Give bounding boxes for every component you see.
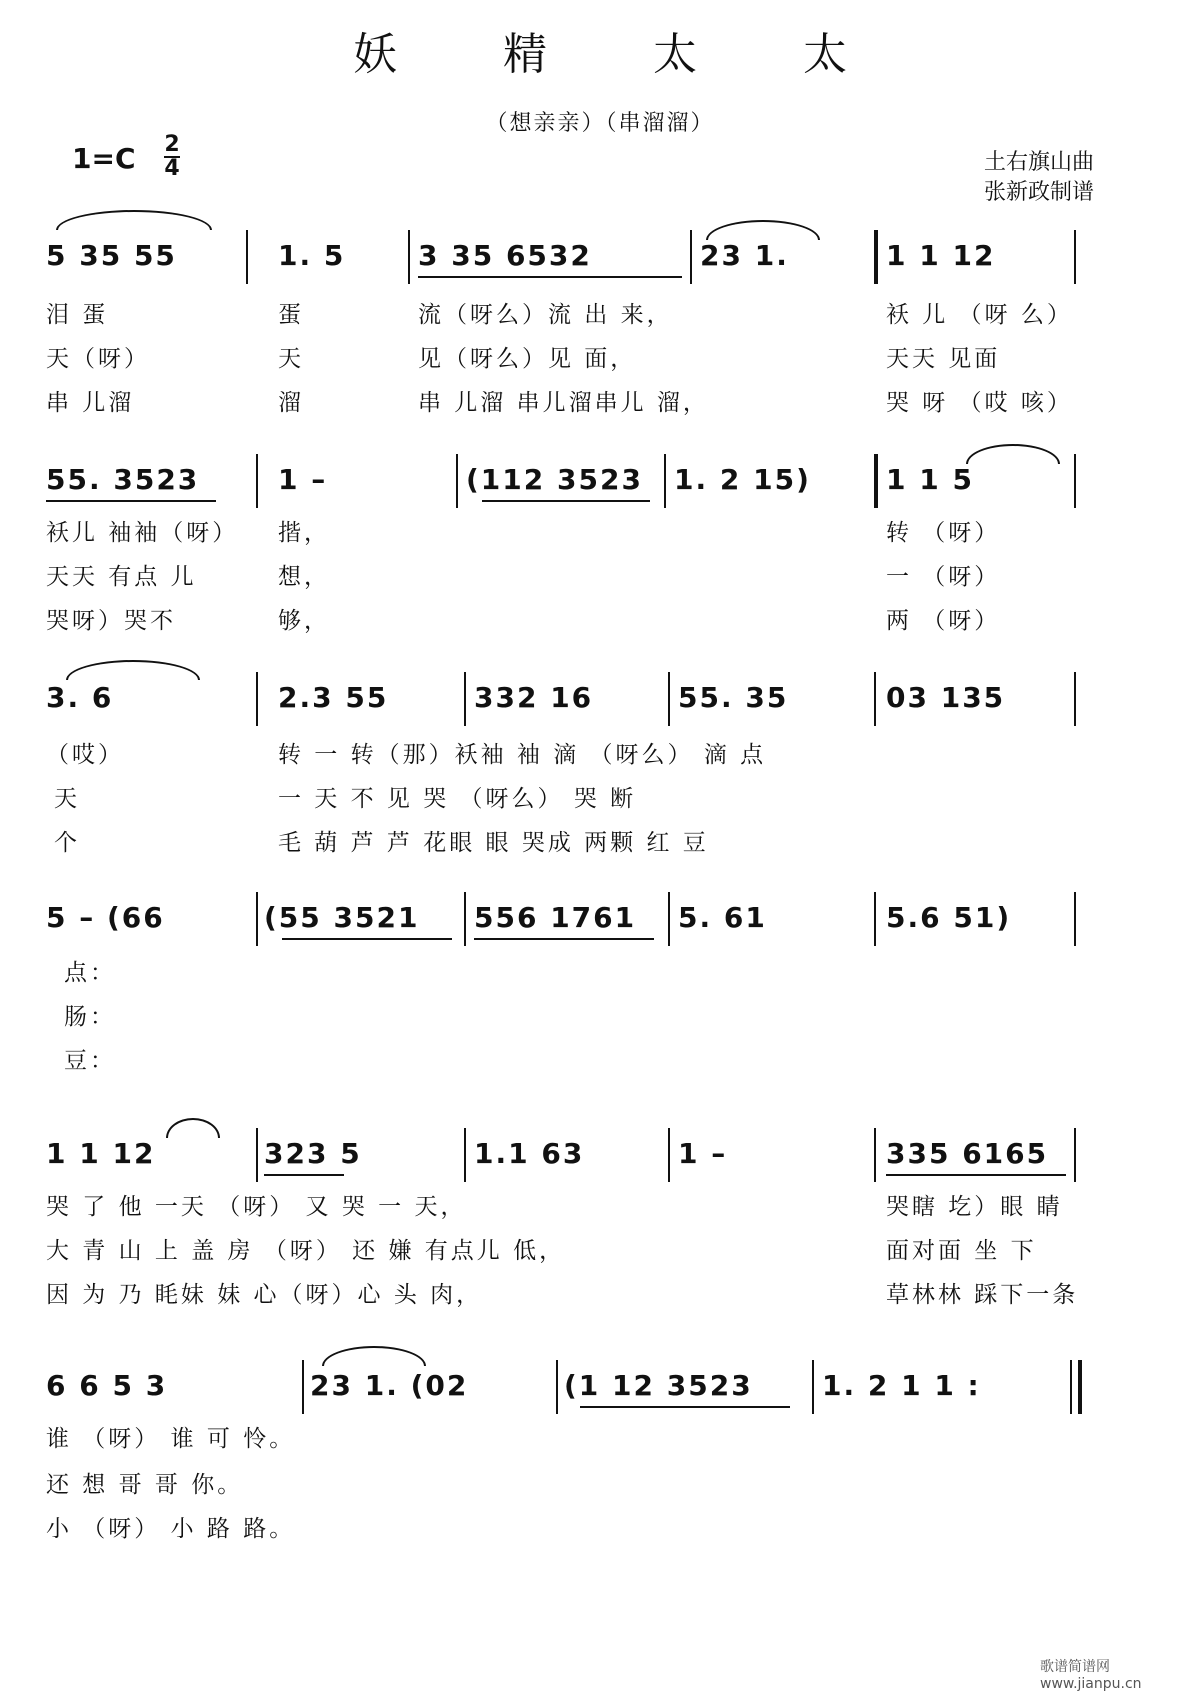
measure: 55. 3523 <box>46 463 200 496</box>
barline <box>464 672 466 726</box>
final-barline <box>1078 1360 1082 1414</box>
measure: 335 6165 <box>886 1137 1049 1170</box>
lyric-segment: 蛋 <box>278 302 304 328</box>
lyric-segment: 因 为 乃 眊妹 妹 心（呀）心 头 肉， <box>46 1282 483 1308</box>
composer-credit: 土右旗山曲 <box>984 150 1095 175</box>
lyric-segment: 串 儿溜 串儿溜串儿 溜， <box>418 390 709 416</box>
lyric-segment: 谁 （呀） 谁 可 怜。 <box>46 1426 296 1452</box>
score-system-2 <box>46 446 1166 504</box>
measure: 5 – (66 <box>46 901 165 934</box>
measure: 55. 35 <box>678 681 789 714</box>
barline <box>668 672 670 726</box>
lyric-segment: 溜 <box>278 390 304 416</box>
lyric-segment: 点： <box>64 960 116 986</box>
lyric-line <box>46 1234 1166 1268</box>
barline <box>874 454 878 508</box>
measure: 1.1 63 <box>474 1137 585 1170</box>
lyric-line <box>46 1190 1166 1224</box>
lyric-segment: 流（呀么）流 出 来， <box>418 302 673 328</box>
score-system-6 <box>46 1352 1166 1410</box>
lyric-line <box>46 1044 1166 1078</box>
lyric-segment: 豆： <box>64 1048 116 1074</box>
barline <box>664 454 666 508</box>
barline <box>456 454 458 508</box>
song-title: 妖 精 太 太 <box>353 29 893 80</box>
lyric-line <box>46 604 1166 638</box>
measure: 1 1 12 <box>46 1137 156 1170</box>
lyric-line <box>46 342 1166 376</box>
measure: 1. 2 1 1 : <box>822 1369 981 1402</box>
measure: 1 – <box>678 1137 728 1170</box>
measure: (1 12 3523 <box>564 1369 753 1402</box>
lyric-line <box>46 1278 1166 1312</box>
barline <box>556 1360 558 1414</box>
measure: 5 35 55 <box>46 239 177 272</box>
lyric-segment: 见（呀么）见 面， <box>418 346 637 372</box>
barline <box>246 230 248 284</box>
measure: 1 – <box>278 463 328 496</box>
lyric-segment: 揩， <box>278 520 330 546</box>
lyric-segment: 袄儿 袖袖（呀） <box>46 520 239 546</box>
score-system-5 <box>46 1120 1166 1178</box>
lyric-segment: 面对面 坐 下 <box>886 1238 1037 1264</box>
lyric-segment: 小 （呀） 小 路 路。 <box>46 1516 296 1542</box>
arranger-credit: 张新政制谱 <box>984 180 1095 205</box>
barline <box>408 230 410 284</box>
time-signature <box>162 134 182 180</box>
time-signature-top: 2 <box>164 132 180 157</box>
barline <box>874 672 876 726</box>
lyric-line <box>46 1512 1166 1546</box>
lyric-segment: 天 <box>278 346 304 372</box>
score-system-1 <box>46 222 1166 280</box>
lyric-line <box>46 956 1166 990</box>
lyric-segment: 草林林 踩下一条 <box>886 1282 1079 1308</box>
lyric-line <box>46 298 1166 332</box>
barline <box>812 1360 814 1414</box>
lyric-segment: 还 想 哥 哥 你。 <box>46 1472 244 1498</box>
time-signature-bottom: 4 <box>164 156 180 181</box>
measure: (112 3523 <box>466 463 643 496</box>
barline <box>1074 892 1076 946</box>
song-subtitle: （想亲亲）（串溜溜） <box>485 111 715 136</box>
lyric-line <box>46 738 1166 772</box>
lyric-line <box>46 560 1166 594</box>
lyric-segment: 天（呀） <box>46 346 150 372</box>
measure: 03 135 <box>886 681 1006 714</box>
barline <box>302 1360 304 1414</box>
lyric-segment: 串 儿溜 <box>46 390 135 416</box>
measure: 556 1761 <box>474 901 637 934</box>
barline <box>256 892 258 946</box>
lyric-segment: 哭 了 他 一天 （呀） 又 哭 一 天， <box>46 1194 467 1220</box>
barline <box>256 672 258 726</box>
measure: 5.6 51) <box>886 901 1012 934</box>
measure: 5. 61 <box>678 901 767 934</box>
watermark: 歌谱简谱网 www.jianpu.cn <box>1040 1659 1142 1692</box>
lyric-segment: 够， <box>278 608 330 634</box>
barline <box>1070 1360 1072 1414</box>
lyric-segment: 天天 有点 儿 <box>46 564 197 590</box>
measure: 323 5 <box>264 1137 362 1170</box>
lyric-line <box>46 782 1166 816</box>
measure: 3. 6 <box>46 681 114 714</box>
lyric-segment: 哭 呀 （哎 咳） <box>886 390 1073 416</box>
key-signature: 1=C <box>72 142 136 175</box>
measure: 1 1 12 <box>886 239 996 272</box>
barline <box>464 892 466 946</box>
credits <box>984 148 1094 208</box>
lyric-segment: 转 （呀） <box>886 520 1001 546</box>
lyric-segment: 哭瞎 圪）眼 睛 <box>886 1194 1063 1220</box>
lyric-segment: 大 青 山 上 盖 房 （呀） 还 嫌 有点儿 低， <box>46 1238 566 1264</box>
lyric-segment: 泪 蛋 <box>46 302 109 328</box>
score-system-4 <box>46 884 1166 942</box>
lyric-segment: 个 <box>54 830 80 856</box>
lyric-line <box>46 826 1166 860</box>
lyric-segment: 一 天 不 见 哭 （呀么） 哭 断 <box>278 786 637 812</box>
lyric-segment: 转 一 转（那）袄袖 袖 滴 （呀么） 滴 点 <box>278 742 767 768</box>
lyric-segment: 肠： <box>64 1004 116 1030</box>
lyric-line <box>46 1468 1166 1502</box>
lyric-segment: （哎） <box>46 742 124 768</box>
lyric-line <box>46 1000 1166 1034</box>
barline <box>874 1128 876 1182</box>
lyric-segment: 两 （呀） <box>886 608 1001 634</box>
lyric-segment: 一 （呀） <box>886 564 1001 590</box>
measure: 1 1 5 <box>886 463 974 496</box>
lyric-line <box>46 516 1166 550</box>
measure: (55 3521 <box>264 901 420 934</box>
lyric-segment: 袄 儿 （呀 么） <box>886 302 1073 328</box>
barline <box>256 1128 258 1182</box>
measure: 3 35 6532 <box>418 239 592 272</box>
lyric-segment: 天 <box>54 786 80 812</box>
barline <box>874 892 876 946</box>
lyric-line <box>46 386 1166 420</box>
lyric-segment: 哭呀）哭不 <box>46 608 176 634</box>
lyric-line <box>46 1422 1166 1456</box>
lyric-segment: 毛 葫 芦 芦 花眼 眼 哭成 两颗 红 豆 <box>278 830 709 856</box>
barline <box>1074 230 1076 284</box>
barline <box>874 230 878 284</box>
measure: 23 1. <box>700 239 789 272</box>
measure: 2.3 55 <box>278 681 389 714</box>
barline <box>690 230 692 284</box>
lyric-segment: 天天 见面 <box>886 346 1001 372</box>
barline <box>668 1128 670 1182</box>
barline <box>1074 672 1076 726</box>
barline <box>256 454 258 508</box>
barline <box>464 1128 466 1182</box>
barline <box>1074 1128 1076 1182</box>
measure: 332 16 <box>474 681 594 714</box>
measure: 1. 2 15) <box>674 463 811 496</box>
score-system-3 <box>46 664 1166 722</box>
measure: 6 6 5 3 <box>46 1369 168 1402</box>
barline <box>668 892 670 946</box>
barline <box>1074 454 1076 508</box>
measure: 1. 5 <box>278 239 346 272</box>
measure: 23 1. (02 <box>310 1369 469 1402</box>
lyric-segment: 想， <box>278 564 330 590</box>
